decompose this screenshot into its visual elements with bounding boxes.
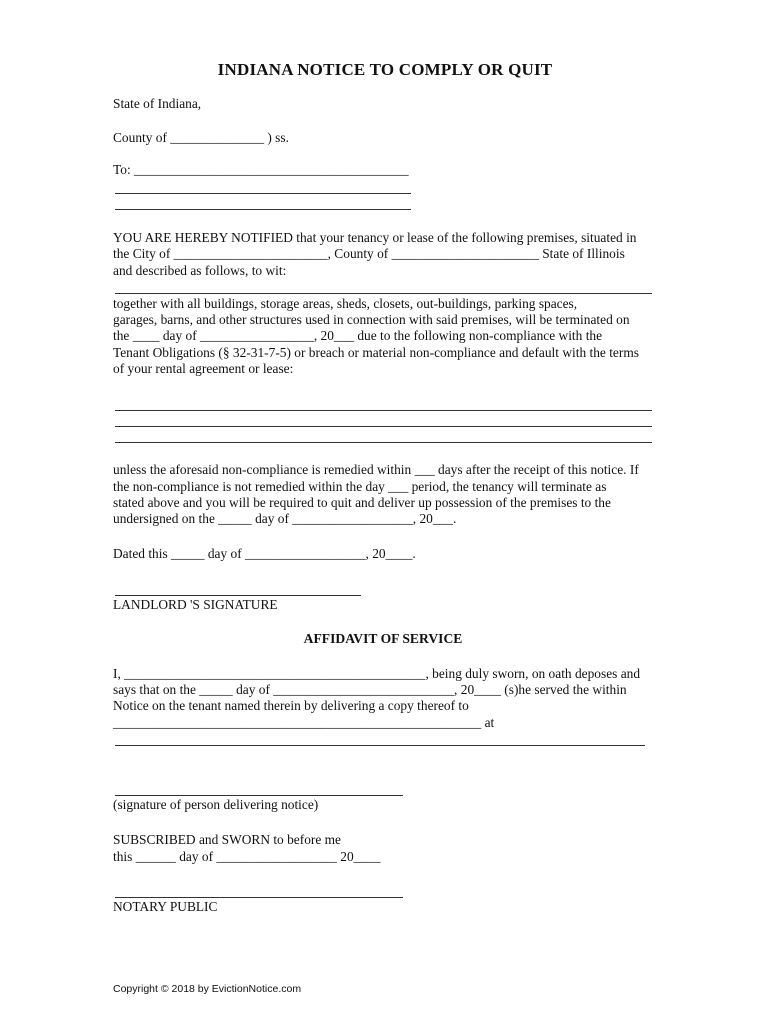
copyright-footer: Copyright © 2018 by EvictionNotice.com xyxy=(113,983,302,995)
noncompliance-line-2 xyxy=(115,426,652,427)
notice-line-1: YOU ARE HEREBY NOTIFIED that your tenancy or lease of the following premises, situated in xyxy=(113,230,637,245)
premises-description-line xyxy=(115,293,652,294)
delivery-signature-line xyxy=(115,795,403,796)
subscribed-line-1: SUBSCRIBED and SWORN to before me xyxy=(113,832,342,847)
affidavit-line-4: _______________________________________________________ at xyxy=(113,715,495,730)
affidavit-line-1: I, _____________________________________________, being duly sworn, on oath deposes and xyxy=(113,666,641,681)
remedy-line-4: undersigned on the _____ day of __________________, 20___. xyxy=(113,511,457,526)
premises-line-2: garages, barns, and other structures used in connection with said premises, will be terminated on xyxy=(113,312,630,327)
delivery-signature-label: (signature of person delivering notice) xyxy=(113,797,319,812)
remedy-line-2: the non-compliance is not remedied within the day ___ period, the tenancy will terminate as xyxy=(113,479,607,494)
landlord-signature-line xyxy=(115,595,361,596)
notary-label: NOTARY PUBLIC xyxy=(113,899,218,914)
notary-signature-line xyxy=(115,897,403,898)
remedy-line-1: unless the aforesaid non-compliance is remedied within ___ days after the receipt of this notice. If xyxy=(113,462,639,477)
landlord-signature-label: LANDLORD 'S SIGNATURE xyxy=(113,597,278,612)
remedy-line-3: stated above and you will be required to quit and deliver up possession of the premises to the xyxy=(113,495,611,510)
to-line: To: _________________________________________ xyxy=(113,162,409,177)
affidavit-address-line xyxy=(115,745,645,746)
affidavit-line-2: says that on the _____ day of ___________________________, 20____ (s)he served the within xyxy=(113,682,627,697)
notice-line-2: the City of _______________________, County of ______________________ State of Illinois xyxy=(113,246,625,261)
document-title: INDIANA NOTICE TO COMPLY OR QUIT xyxy=(217,60,553,79)
premises-line-5: of your rental agreement or lease: xyxy=(113,361,294,376)
state-line: State of Indiana, xyxy=(113,96,202,111)
noncompliance-line-1 xyxy=(115,410,652,411)
subscribed-line-2: this ______ day of __________________ 20____ xyxy=(113,849,381,864)
notice-line-3: and described as follows, to wit: xyxy=(113,263,287,278)
premises-line-1: together with all buildings, storage areas, sheds, closets, out-buildings, parking spaces, xyxy=(113,296,578,311)
dated-line: Dated this _____ day of __________________, 20____. xyxy=(113,546,416,561)
noncompliance-line-3 xyxy=(115,442,652,443)
premises-line-3: the ____ day of _________________, 20___ due to the following non-compliance with the xyxy=(113,328,603,343)
affidavit-heading: AFFIDAVIT OF SERVICE xyxy=(303,631,463,646)
county-line: County of ______________ ) ss. xyxy=(113,130,289,145)
premises-line-4: Tenant Obligations (§ 32-31-7-5) or breach or material non-compliance and default with the terms xyxy=(113,345,639,360)
address-line-2 xyxy=(115,209,411,210)
affidavit-line-3: Notice on the tenant named therein by delivering a copy thereof to xyxy=(113,698,469,713)
address-line-1 xyxy=(115,193,411,194)
